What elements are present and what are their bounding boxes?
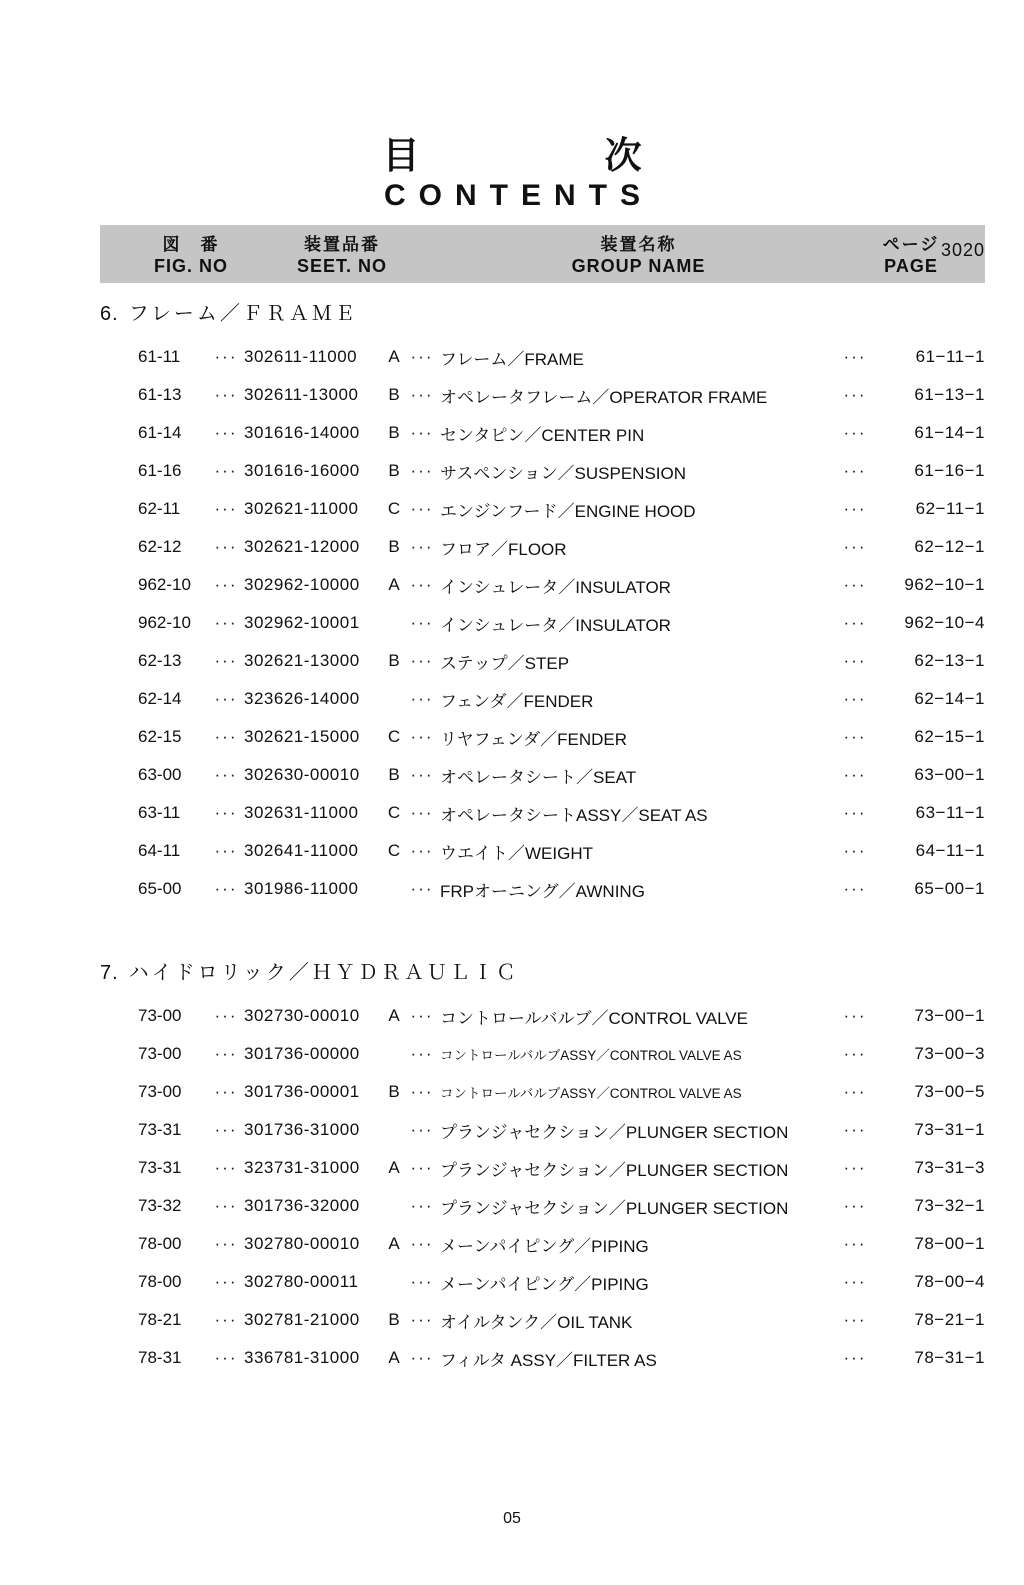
leader-dots: ··· xyxy=(843,651,867,671)
page-ref: 61−11−1 xyxy=(915,347,985,367)
part-no: 301736-00001 xyxy=(244,1082,360,1102)
fig-no: 64-11 xyxy=(138,841,181,861)
part-no: 302780-00010 xyxy=(244,1234,360,1254)
fig-no: 61-16 xyxy=(138,461,182,481)
leader-dots: ··· xyxy=(843,1044,867,1064)
leader-dots: ··· xyxy=(410,1158,434,1178)
section-number: 7. xyxy=(100,962,119,985)
table-row xyxy=(100,1073,985,1111)
header-fig-no-en: FIG. NO xyxy=(154,256,228,277)
leader-dots: ··· xyxy=(214,727,238,747)
table-row xyxy=(100,756,985,794)
leader-dots: ··· xyxy=(843,1196,867,1216)
header-col-seet-no xyxy=(244,230,440,277)
leader-dots: ··· xyxy=(410,423,434,443)
leader-dots: ··· xyxy=(410,499,434,519)
page-ref: 78−00−4 xyxy=(914,1272,985,1292)
page-ref: 62−13−1 xyxy=(914,651,985,671)
leader-dots: ··· xyxy=(410,575,434,595)
fig-no: 62-12 xyxy=(138,537,182,557)
fig-no: 73-31 xyxy=(138,1120,182,1140)
group-name: エンジンフード／ENGINE HOOD xyxy=(440,501,696,521)
table-row xyxy=(100,604,985,642)
fig-no: 65-00 xyxy=(138,879,182,899)
section xyxy=(100,956,985,1377)
leader-dots: ··· xyxy=(410,689,434,709)
fig-no: 61-13 xyxy=(138,385,182,405)
doc-number: 3020 xyxy=(940,240,985,260)
part-no: 302962-10000 xyxy=(244,575,360,595)
leader-dots: ··· xyxy=(214,1272,238,1292)
group-name: オペレータシート／SEAT xyxy=(440,767,637,787)
page-ref: 73−00−3 xyxy=(914,1044,985,1064)
leader-dots: ··· xyxy=(410,461,434,481)
part-no: 301736-31000 xyxy=(244,1120,360,1140)
leader-dots: ··· xyxy=(410,1272,434,1292)
document-page xyxy=(0,136,1024,1585)
leader-dots: ··· xyxy=(843,1272,867,1292)
group-name: サスペンション／SUSPENSION xyxy=(440,463,687,483)
leader-dots: ··· xyxy=(214,461,238,481)
page-ref: 62−15−1 xyxy=(914,727,985,747)
leader-dots: ··· xyxy=(410,1348,434,1368)
table-row xyxy=(100,642,985,680)
page-ref: 62−11−1 xyxy=(915,499,985,519)
group-name: フィルタ ASSY／FILTER AS xyxy=(440,1350,657,1370)
leader-dots: ··· xyxy=(410,803,434,823)
part-suffix: A xyxy=(388,1234,400,1254)
leader-dots: ··· xyxy=(214,613,238,633)
header-col-fig-no xyxy=(138,230,244,277)
part-no: 302781-21000 xyxy=(244,1310,360,1330)
group-name: メーンパイピング／PIPING xyxy=(440,1274,649,1294)
part-no: 302962-10001 xyxy=(244,613,360,633)
part-suffix: A xyxy=(388,1158,400,1178)
part-no: 302611-11000 xyxy=(244,347,358,367)
leader-dots: ··· xyxy=(843,423,867,443)
part-suffix: A xyxy=(388,1006,400,1026)
sections xyxy=(100,297,985,1377)
leader-dots: ··· xyxy=(410,1310,434,1330)
header-col-group-name xyxy=(440,230,837,277)
leader-dots: ··· xyxy=(410,537,434,557)
leader-dots: ··· xyxy=(843,461,867,481)
table-row xyxy=(100,794,985,832)
header-seet-no-jp: 装置品番 xyxy=(304,235,380,255)
table-row xyxy=(100,1225,985,1263)
table-row xyxy=(100,1035,985,1073)
fig-no: 62-14 xyxy=(138,689,182,709)
part-no: 323731-31000 xyxy=(244,1158,360,1178)
part-no: 302631-11000 xyxy=(244,803,359,823)
group-name: メーンパイピング／PIPING xyxy=(440,1236,649,1256)
leader-dots: ··· xyxy=(843,879,867,899)
page-title-en: CONTENTS xyxy=(384,178,653,212)
part-no: 301736-32000 xyxy=(244,1196,360,1216)
fig-no: 63-00 xyxy=(138,765,182,785)
fig-no: 61-14 xyxy=(138,423,182,443)
leader-dots: ··· xyxy=(214,575,238,595)
table-row xyxy=(100,1187,985,1225)
part-no: 323626-14000 xyxy=(244,689,360,709)
part-no: 302730-00010 xyxy=(244,1006,360,1026)
leader-dots: ··· xyxy=(410,1044,434,1064)
leader-dots: ··· xyxy=(410,385,434,405)
part-no: 302780-00011 xyxy=(244,1272,359,1292)
leader-dots: ··· xyxy=(843,347,867,367)
part-no: 302641-11000 xyxy=(244,841,359,861)
group-name: リヤフェンダ／FENDER xyxy=(440,729,628,749)
leader-dots: ··· xyxy=(843,1082,867,1102)
fig-no: 73-00 xyxy=(138,1006,182,1026)
fig-no: 962-10 xyxy=(138,575,191,595)
part-no: 302611-13000 xyxy=(244,385,359,405)
header-fig-no-jp: 図 番 xyxy=(162,235,220,255)
part-suffix: B xyxy=(388,423,400,443)
header-group-name-en: GROUP NAME xyxy=(571,256,706,277)
leader-dots: ··· xyxy=(843,841,867,861)
leader-dots: ··· xyxy=(410,651,434,671)
fig-no: 78-31 xyxy=(138,1348,182,1368)
page-ref: 62−14−1 xyxy=(914,689,985,709)
table-row xyxy=(100,870,985,908)
part-suffix: C xyxy=(387,499,401,519)
part-suffix: A xyxy=(388,1348,400,1368)
part-no: 302621-11000 xyxy=(244,499,359,519)
page-title-jp-char: 次 xyxy=(604,135,642,176)
part-no: 302630-00010 xyxy=(244,765,360,785)
leader-dots: ··· xyxy=(843,1234,867,1254)
group-name: プランジャセクション／PLUNGER SECTION xyxy=(440,1198,789,1218)
leader-dots: ··· xyxy=(843,613,867,633)
table-row xyxy=(100,528,985,566)
part-suffix: B xyxy=(388,1310,400,1330)
table-row xyxy=(100,832,985,870)
page-title-jp-char: 目 xyxy=(382,135,420,176)
fig-no: 63-11 xyxy=(138,803,181,823)
part-suffix: C xyxy=(387,727,401,747)
group-name: オペレータシートASSY／SEAT AS xyxy=(440,805,708,825)
page-ref: 73−00−1 xyxy=(914,1006,985,1026)
leader-dots: ··· xyxy=(843,1310,867,1330)
leader-dots: ··· xyxy=(843,1006,867,1026)
leader-dots: ··· xyxy=(214,689,238,709)
table-row xyxy=(100,376,985,414)
leader-dots: ··· xyxy=(410,1196,434,1216)
part-no: 302621-15000 xyxy=(244,727,360,747)
table-row xyxy=(100,997,985,1035)
table-row xyxy=(100,338,985,376)
part-suffix: A xyxy=(388,347,400,367)
leader-dots: ··· xyxy=(214,1348,238,1368)
page-footer: 05 xyxy=(503,1510,521,1527)
fig-no: 78-21 xyxy=(138,1310,182,1330)
page-title-jp xyxy=(0,136,1024,177)
leader-dots: ··· xyxy=(843,803,867,823)
group-name: ステップ／STEP xyxy=(440,653,570,673)
part-no: 302621-13000 xyxy=(244,651,360,671)
header-seet-no-en: SEET. NO xyxy=(296,256,388,277)
fig-no: 73-32 xyxy=(138,1196,182,1216)
group-name: センタピン／CENTER PIN xyxy=(440,425,645,445)
part-suffix: B xyxy=(388,765,400,785)
page-ref: 962−10−1 xyxy=(904,575,985,595)
leader-dots: ··· xyxy=(410,347,434,367)
group-name: フロア／FLOOR xyxy=(440,539,567,559)
table-row xyxy=(100,1301,985,1339)
fig-no: 62-13 xyxy=(138,651,182,671)
table-row xyxy=(100,452,985,490)
group-name: フレーム／FRAME xyxy=(440,349,584,369)
page-ref: 73−31−1 xyxy=(914,1120,985,1140)
header-page-jp: ページ xyxy=(882,235,940,255)
group-name: インシュレータ／INSULATOR xyxy=(440,577,671,597)
page-ref: 64−11−1 xyxy=(915,841,985,861)
page-ref: 62−12−1 xyxy=(914,537,985,557)
leader-dots: ··· xyxy=(214,499,238,519)
page-ref: 73−00−5 xyxy=(914,1082,985,1102)
group-name: オペレータフレーム／OPERATOR FRAME xyxy=(440,387,768,407)
table-row xyxy=(100,1111,985,1149)
leader-dots: ··· xyxy=(843,499,867,519)
leader-dots: ··· xyxy=(214,537,238,557)
page-ref: 65−00−1 xyxy=(914,879,985,899)
part-suffix: B xyxy=(388,537,400,557)
group-name: オイルタンク／OIL TANK xyxy=(440,1312,633,1332)
page-ref: 61−13−1 xyxy=(914,385,985,405)
fig-no: 73-00 xyxy=(138,1082,182,1102)
section-title: ハイドロリック／ＨＹＤＲＡＵＬＩＣ xyxy=(128,962,519,985)
leader-dots: ··· xyxy=(843,765,867,785)
table-row xyxy=(100,1339,985,1377)
group-name: ウエイト／WEIGHT xyxy=(440,843,593,863)
fig-no: 61-11 xyxy=(138,347,181,367)
leader-dots: ··· xyxy=(843,1158,867,1178)
leader-dots: ··· xyxy=(843,537,867,557)
part-no: 301616-16000 xyxy=(244,461,360,481)
part-no: 302621-12000 xyxy=(244,537,360,557)
leader-dots: ··· xyxy=(214,803,238,823)
group-name: コントロールバルブASSY／CONTROL VALVE AS xyxy=(440,1086,742,1102)
leader-dots: ··· xyxy=(843,1120,867,1140)
group-name: FRPオーニング／AWNING xyxy=(440,881,645,901)
section-heading xyxy=(100,297,985,326)
leader-dots: ··· xyxy=(214,879,238,899)
leader-dots: ··· xyxy=(214,347,238,367)
fig-no: 73-31 xyxy=(138,1158,182,1178)
fig-no: 962-10 xyxy=(138,613,191,633)
leader-dots: ··· xyxy=(214,765,238,785)
leader-dots: ··· xyxy=(410,1082,434,1102)
page-ref: 73−31−3 xyxy=(914,1158,985,1178)
page-ref: 962−10−4 xyxy=(904,613,985,633)
part-suffix: C xyxy=(387,841,401,861)
page-ref: 78−21−1 xyxy=(914,1310,985,1330)
leader-dots: ··· xyxy=(410,1006,434,1026)
table-row xyxy=(100,414,985,452)
leader-dots: ··· xyxy=(843,385,867,405)
part-suffix: B xyxy=(388,1082,400,1102)
leader-dots: ··· xyxy=(214,1234,238,1254)
group-name: インシュレータ／INSULATOR xyxy=(440,615,671,635)
page-ref: 63−11−1 xyxy=(915,803,985,823)
leader-dots: ··· xyxy=(214,1120,238,1140)
table-row xyxy=(100,680,985,718)
section-number: 6. xyxy=(100,303,119,326)
leader-dots: ··· xyxy=(214,1006,238,1026)
leader-dots: ··· xyxy=(843,575,867,595)
leader-dots: ··· xyxy=(214,1082,238,1102)
leader-dots: ··· xyxy=(214,423,238,443)
leader-dots: ··· xyxy=(410,613,434,633)
table-row xyxy=(100,1263,985,1301)
group-name: プランジャセクション／PLUNGER SECTION xyxy=(440,1122,789,1142)
leader-dots: ··· xyxy=(843,689,867,709)
fig-no: 73-00 xyxy=(138,1044,182,1064)
fig-no: 62-15 xyxy=(138,727,182,747)
group-name: コントロールバルブASSY／CONTROL VALVE AS xyxy=(440,1048,742,1064)
leader-dots: ··· xyxy=(410,1120,434,1140)
table-row xyxy=(100,490,985,528)
leader-dots: ··· xyxy=(214,385,238,405)
fig-no: 78-00 xyxy=(138,1234,182,1254)
contents-table-header xyxy=(100,225,985,283)
part-suffix: B xyxy=(388,651,400,671)
page-ref: 61−16−1 xyxy=(914,461,985,481)
fig-no: 78-00 xyxy=(138,1272,182,1292)
leader-dots: ··· xyxy=(214,1310,238,1330)
leader-dots: ··· xyxy=(214,841,238,861)
leader-dots: ··· xyxy=(214,1196,238,1216)
section-rows xyxy=(100,997,985,1377)
part-no: 301986-11000 xyxy=(244,879,359,899)
contents-body xyxy=(100,225,985,1377)
section-heading xyxy=(100,956,985,985)
fig-no: 62-11 xyxy=(138,499,181,519)
part-suffix: C xyxy=(387,803,401,823)
section-title: フレーム／ＦＲＡＭＥ xyxy=(128,303,358,326)
part-suffix: B xyxy=(388,385,400,405)
part-no: 336781-31000 xyxy=(244,1348,360,1368)
table-row xyxy=(100,566,985,604)
leader-dots: ··· xyxy=(410,841,434,861)
leader-dots: ··· xyxy=(214,651,238,671)
part-no: 301616-14000 xyxy=(244,423,360,443)
leader-dots: ··· xyxy=(843,1348,867,1368)
page-ref: 63−00−1 xyxy=(914,765,985,785)
group-name: プランジャセクション／PLUNGER SECTION xyxy=(440,1160,789,1180)
part-suffix: A xyxy=(388,575,400,595)
part-no: 301736-00000 xyxy=(244,1044,360,1064)
page-ref: 78−31−1 xyxy=(914,1348,985,1368)
section xyxy=(100,297,985,908)
page-ref: 61−14−1 xyxy=(914,423,985,443)
part-suffix: B xyxy=(388,461,400,481)
table-row xyxy=(100,1149,985,1187)
leader-dots: ··· xyxy=(214,1158,238,1178)
leader-dots: ··· xyxy=(843,727,867,747)
page-ref: 73−32−1 xyxy=(914,1196,985,1216)
leader-dots: ··· xyxy=(410,1234,434,1254)
header-page-en: PAGE xyxy=(884,256,938,277)
table-row xyxy=(100,718,985,756)
section-rows xyxy=(100,338,985,908)
leader-dots: ··· xyxy=(410,727,434,747)
group-name: コントロールバルブ／CONTROL VALVE xyxy=(440,1008,748,1028)
group-name: フェンダ／FENDER xyxy=(440,691,594,711)
header-group-name-jp: 装置名称 xyxy=(600,235,677,255)
page-ref: 78−00−1 xyxy=(914,1234,985,1254)
leader-dots: ··· xyxy=(410,879,434,899)
leader-dots: ··· xyxy=(214,1044,238,1064)
leader-dots: ··· xyxy=(410,765,434,785)
